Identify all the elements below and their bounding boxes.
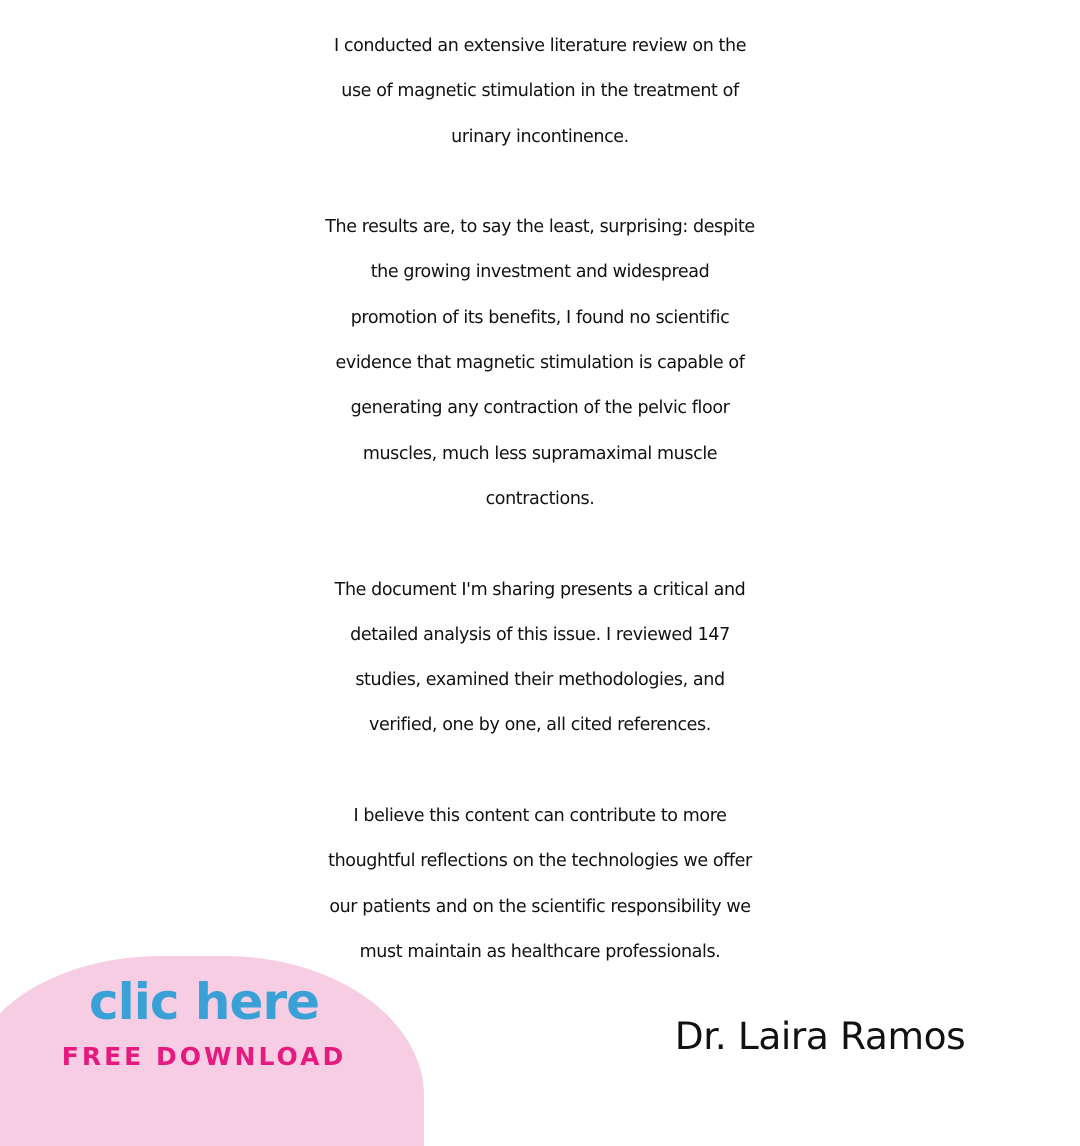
text-line: detailed analysis of this issue. I reviewed 147	[350, 624, 730, 645]
paragraph-conclusion	[0, 794, 1080, 975]
text-line: I conducted an extensive literature review on the	[333, 36, 747, 56]
text-line: thoughtful reflections on the technologies we offer	[328, 851, 752, 872]
cta-title-link[interactable]: clic here	[88, 973, 320, 1031]
text-line: verified, one by one, all cited references.	[369, 715, 711, 736]
text-line: The results are, to say the least, surprising: despite	[325, 217, 755, 238]
paragraph-gap	[0, 522, 1080, 567]
body-text	[0, 24, 1080, 975]
text-line: I believe this content can contribute to more	[353, 806, 727, 827]
text-line: must maintain as healthcare professionals.	[359, 941, 721, 962]
paragraph-document	[0, 568, 1080, 749]
text-line: muscles, much less supramaximal muscle	[362, 443, 718, 464]
paragraph-gap	[0, 749, 1080, 794]
text-line: promotion of its benefits, I found no scientific	[350, 307, 730, 328]
text-line: the growing investment and widespread	[370, 262, 710, 283]
text-line: urinary incontinence.	[451, 126, 629, 147]
text-line: The document I'm sharing presents a critical and	[334, 579, 746, 600]
paragraph-gap	[0, 160, 1080, 205]
text-line: contractions.	[485, 488, 595, 509]
paragraph-intro	[0, 24, 1080, 160]
text-line: generating any contraction of the pelvic floor	[350, 398, 730, 419]
text-line: use of magnetic stimulation in the treatment of	[341, 81, 739, 102]
text-line: studies, examined their methodologies, and	[355, 670, 725, 691]
text-line: our patients and on the scientific responsibility we	[329, 896, 751, 917]
paragraph-results	[0, 205, 1080, 522]
author-signature: Dr. Laira Ramos	[674, 1014, 966, 1058]
text-line: evidence that magnetic stimulation is capable of	[335, 353, 745, 374]
cta-subtitle-link[interactable]: FREE DOWNLOAD	[61, 1042, 347, 1071]
